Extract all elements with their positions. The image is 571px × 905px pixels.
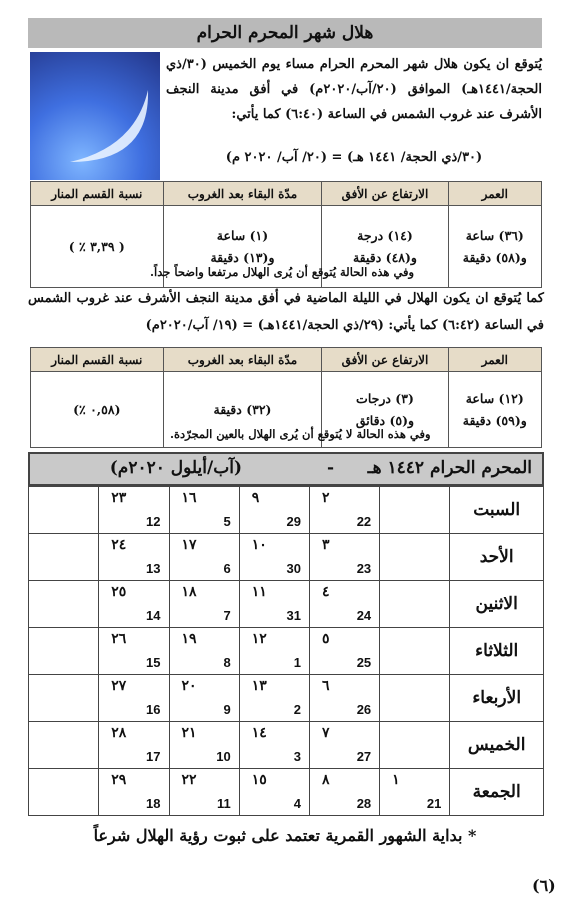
duration-cell: (٣٢) دقيقة xyxy=(163,372,322,448)
calendar-cell xyxy=(309,628,379,675)
calendar-cell xyxy=(239,628,309,675)
gregorian-date: 30 xyxy=(286,561,301,576)
hijri-date: ٢٤ xyxy=(111,537,127,553)
gregorian-date: 18 xyxy=(146,796,161,811)
calendar-cell xyxy=(99,675,169,722)
crescent-moon-image xyxy=(30,52,160,180)
col-altitude: الارتفاع عن الأفق xyxy=(322,182,448,206)
calendar-cell xyxy=(309,722,379,769)
note-2: وفي هذه الحالة لا يُتوقع أن يُرى الهلال بالعين المجرّدة. xyxy=(170,427,431,441)
hijri-date: ٢٧ xyxy=(111,678,127,694)
hijri-date: ١٣ xyxy=(251,678,267,694)
calendar-header xyxy=(28,452,544,486)
gregorian-date: 7 xyxy=(223,608,231,623)
calendar-cell xyxy=(309,769,379,816)
hijri-date: ١ xyxy=(392,772,400,788)
calendar-cell xyxy=(239,675,309,722)
gregorian-date: 25 xyxy=(356,655,372,670)
col-duration: مدّة البقاء بعد الغروب xyxy=(163,348,322,372)
hijri-month-title: المحرم الحرام ١٤٤٢ هـ xyxy=(367,458,532,478)
weekday-label: الثلاثاء xyxy=(450,628,544,675)
calendar-cell xyxy=(169,581,239,628)
gregorian-months-title: (آب/أيلول ٢٠٢٠م) xyxy=(109,458,242,478)
gregorian-date: 26 xyxy=(356,702,372,717)
gregorian-date: 27 xyxy=(356,749,372,764)
gregorian-date: 22 xyxy=(356,514,372,529)
calendar-grid xyxy=(28,486,544,816)
date-line: (٣٠/ذي الحجة/ ١٤٤١ هـ) = (٢٠/ آب/ ٢٠٢٠ م) xyxy=(225,150,483,165)
calendar-cell xyxy=(29,581,99,628)
gregorian-date: 9 xyxy=(223,702,231,717)
age-cell xyxy=(448,206,541,288)
calendar-cell xyxy=(309,675,379,722)
age-cell xyxy=(448,372,541,448)
age-minutes: و(٥٩) دقيقة xyxy=(462,412,527,428)
age-hours: (١٢) ساعة xyxy=(465,390,524,406)
gregorian-date: 11 xyxy=(216,796,231,811)
illumination-cell: (٠,٥٨ ٪) xyxy=(31,372,164,448)
calendar-cell xyxy=(239,722,309,769)
calendar-row xyxy=(29,534,544,581)
calendar-cell xyxy=(169,534,239,581)
col-age: العمر xyxy=(448,182,541,206)
gregorian-date: 15 xyxy=(146,655,161,670)
altitude-minutes: و(٥) دقائق xyxy=(355,412,415,428)
hijri-date: ٢١ xyxy=(181,725,197,741)
col-age: العمر xyxy=(448,348,541,372)
hijri-date: ٢٦ xyxy=(111,631,127,647)
hijri-date: ٢٩ xyxy=(111,772,127,788)
calendar-cell xyxy=(380,675,450,722)
hijri-date: ١٤ xyxy=(251,725,267,741)
hijri-date: ٢٢ xyxy=(181,772,197,788)
gregorian-date: 31 xyxy=(286,608,301,623)
gregorian-date: 5 xyxy=(223,514,231,529)
hijri-date: ٩ xyxy=(251,490,260,506)
calendar-cell xyxy=(99,581,169,628)
calendar-row xyxy=(29,487,544,534)
calendar-cell xyxy=(380,487,450,534)
calendar-cell xyxy=(99,722,169,769)
calendar-cell xyxy=(29,722,99,769)
altitude-degrees: (٣) درجات xyxy=(356,390,414,406)
duration-hours: (١) ساعة xyxy=(216,227,269,243)
calendar-cell xyxy=(169,722,239,769)
footnote: * بداية الشهور القمرية تعتمد على ثبوت رؤية الهلال شرعاً xyxy=(93,826,477,845)
calendar-cell xyxy=(99,487,169,534)
crescent-moon-icon xyxy=(30,52,160,180)
hijri-date: ٢ xyxy=(321,490,330,506)
gregorian-date: 13 xyxy=(146,561,161,576)
gregorian-date: 2 xyxy=(293,702,301,717)
gregorian-date: 16 xyxy=(146,702,161,717)
hijri-date: ٢٠ xyxy=(181,678,197,694)
calendar-cell xyxy=(239,534,309,581)
weekday-label: السبت xyxy=(450,487,544,534)
altitude-minutes: و(٤٨) دقيقة xyxy=(352,249,417,265)
hijri-date: ٢٣ xyxy=(111,490,127,506)
altitude-degrees: (١٤) درجة xyxy=(357,227,413,243)
calendar-cell xyxy=(239,769,309,816)
hijri-date: ٣ xyxy=(321,537,330,553)
calendar-row xyxy=(29,675,544,722)
gregorian-date: 8 xyxy=(223,655,231,670)
page-number: (٦) xyxy=(532,876,556,895)
gregorian-date: 24 xyxy=(356,608,372,623)
calendar-cell xyxy=(99,534,169,581)
hijri-date: ٦ xyxy=(321,678,330,694)
calendar-row xyxy=(29,722,544,769)
intro-text: يُتوقع ان يكون هلال شهر المحرم الحرام مساء يوم الخميس (٣٠/ذي الحجة/١٤٤١هـ) الموافق (٢٠/آب/٢٠٢٠م) في أفق مدينة النجف الأشرف عند غروب الشمس في الساعة (٦:٤٠) كما يأتي: xyxy=(166,57,542,122)
calendar-row xyxy=(29,628,544,675)
calendar-cell xyxy=(99,769,169,816)
calendar-cell xyxy=(169,487,239,534)
calendar-cell xyxy=(380,769,450,816)
age-hours: (٣٦) ساعة xyxy=(465,227,524,243)
hijri-date: ٧ xyxy=(321,725,330,741)
weekday-label: الأحد xyxy=(450,534,544,581)
second-paragraph: كما يُتوقع ان يكون الهلال في الليلة الماضية في أفق مدينة النجف الأشرف عند غروب الشمس في الساعة (٦:٤٢) كما يأتي: (٢٩/ذي الحجة/١٤٤١هـ) = (١٩/ آب/٢٠٢٠م) xyxy=(28,291,544,333)
calendar-cell xyxy=(380,628,450,675)
calendar-cell xyxy=(29,487,99,534)
age-minutes: و(٥٨) دقيقة xyxy=(462,249,527,265)
col-illumination: نسبة القسم المنار xyxy=(31,182,164,206)
gregorian-date: 6 xyxy=(223,561,231,576)
hijri-date: ١٨ xyxy=(181,584,197,600)
calendar-cell xyxy=(169,675,239,722)
calendar-row xyxy=(29,581,544,628)
col-altitude: الارتفاع عن الأفق xyxy=(322,348,448,372)
calendar-cell xyxy=(29,534,99,581)
calendar-cell xyxy=(239,581,309,628)
hijri-date: ١٧ xyxy=(181,537,197,553)
calendar-cell xyxy=(380,534,450,581)
calendar-cell xyxy=(380,722,450,769)
hijri-date: ١٠ xyxy=(251,537,267,553)
col-duration: مدّة البقاء بعد الغروب xyxy=(163,182,322,206)
calendar-cell xyxy=(29,769,99,816)
hijri-date: ١٢ xyxy=(251,631,267,647)
gregorian-date: 10 xyxy=(216,749,231,764)
hijri-date: ١٩ xyxy=(181,631,197,647)
note-1: وفي هذه الحالة يُتوقع أن يُرى الهلال مرتفعا واضحاً جداً. xyxy=(150,265,415,279)
gregorian-date: 12 xyxy=(146,514,161,529)
gregorian-date: 14 xyxy=(146,608,161,623)
calendar-cell xyxy=(169,628,239,675)
weekday-label: الجمعة xyxy=(450,769,544,816)
gregorian-date: 4 xyxy=(293,796,301,811)
duration-minutes: و(١٣) دقيقة xyxy=(210,249,275,265)
page-title: هلال شهر المحرم الحرام xyxy=(28,18,542,48)
calendar-cell xyxy=(29,628,99,675)
calendar-cell xyxy=(169,769,239,816)
hijri-date: ١٥ xyxy=(251,772,267,788)
calendar-cell xyxy=(309,487,379,534)
calendar-cell xyxy=(239,487,309,534)
gregorian-date: 17 xyxy=(146,749,161,764)
header-separator: - xyxy=(326,458,334,478)
hijri-date: ٤ xyxy=(321,584,330,600)
calendar-cell xyxy=(380,581,450,628)
hijri-date: ١١ xyxy=(251,584,267,600)
gregorian-date: 3 xyxy=(293,749,301,764)
hijri-date: ٢٨ xyxy=(111,725,127,741)
weekday-label: الاثنين xyxy=(450,581,544,628)
illumination-cell: ( ٣,٣٩ ٪ ) xyxy=(31,206,164,288)
gregorian-date: 28 xyxy=(356,796,372,811)
weekday-label: الأربعاء xyxy=(450,675,544,722)
gregorian-date: 23 xyxy=(356,561,372,576)
gregorian-date: 21 xyxy=(426,796,442,811)
hijri-date: ١٦ xyxy=(181,490,197,506)
gregorian-date: 1 xyxy=(293,655,301,670)
calendar-cell xyxy=(309,581,379,628)
calendar-cell xyxy=(29,675,99,722)
calendar-cell xyxy=(309,534,379,581)
calendar-cell xyxy=(99,628,169,675)
weekday-label: الخميس xyxy=(450,722,544,769)
calendar-row xyxy=(29,769,544,816)
hijri-date: ٥ xyxy=(321,631,330,647)
hijri-date: ٢٥ xyxy=(111,584,127,600)
gregorian-date: 29 xyxy=(286,514,301,529)
col-illumination: نسبة القسم المنار xyxy=(31,348,164,372)
hijri-date: ٨ xyxy=(321,772,330,788)
